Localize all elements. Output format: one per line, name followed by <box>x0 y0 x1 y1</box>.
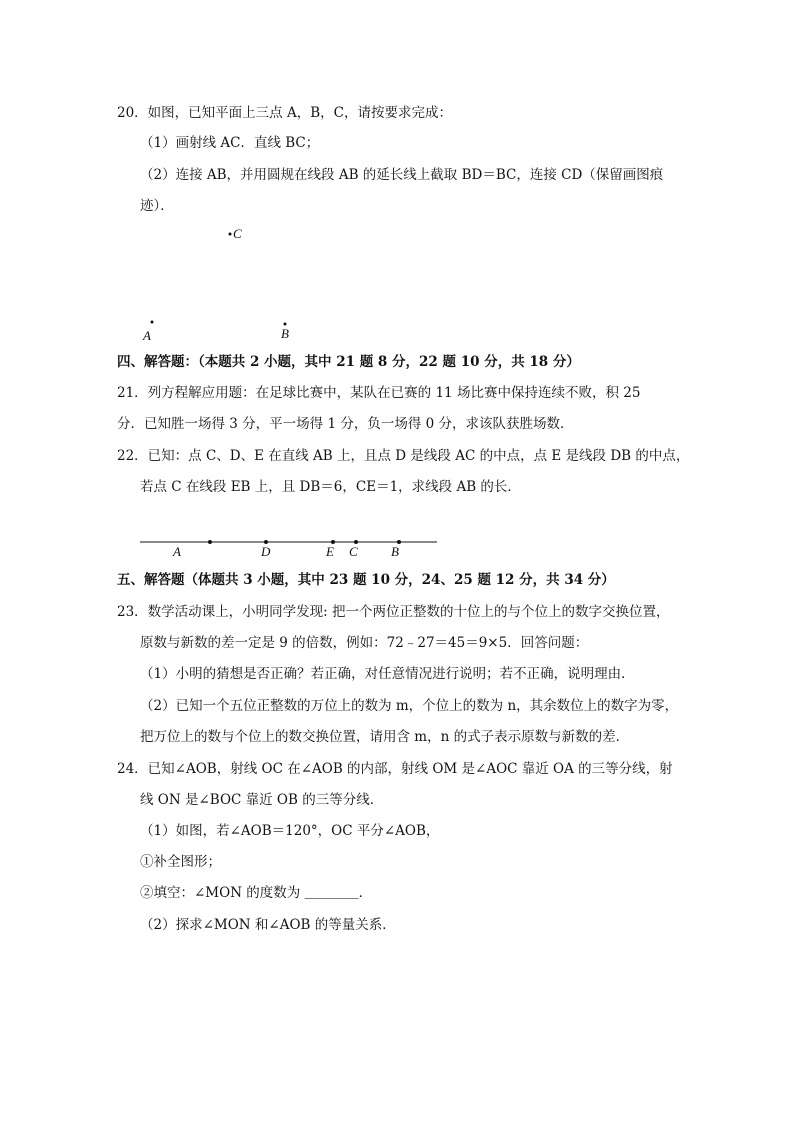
q21-line2: 分．已知胜一场得 3 分，平一场得 1 分，负一场得 0 分，求该队获胜场数． <box>117 416 574 432</box>
q24-part2: （2）探求∠MON 和∠AOB 的等量关系． <box>140 917 396 933</box>
point-c-label: C <box>233 226 242 241</box>
q23-part2-line2: 把万位上的数与个位上的数交换位置，请用含 m，n 的式子表示原数与新数的差． <box>140 729 630 745</box>
q23-line2: 原数与新数的差一定是 9 的倍数，例如：72﹣27＝45＝9×5．回答问题： <box>140 635 589 651</box>
q23-line1: 23．数学活动课上，小明同学发现: 把一个两位正整数的十位上的与个位上的数字交换位置， <box>117 604 670 620</box>
section-4-heading: 四、解答题：（本题共 2 小题，其中 21 题 8 分，22 题 10 分，共 18 分） <box>117 354 580 370</box>
q23-part2-line1: （2）已知一个五位正整数的万位上的数为 m，个位上的数为 n，其余数位上的数字为零， <box>140 698 679 714</box>
label-a: A <box>173 544 181 559</box>
point-a-label: A <box>143 328 151 343</box>
q20-part2-line1: （2）连接 AB，并用圆规在线段 AB 的延长线上截取 BD＝BC，连接 CD（保留画图痕 <box>140 167 664 183</box>
point-b-label: B <box>281 326 289 341</box>
label-d: D <box>261 544 271 559</box>
q24-part1: （1）如图，若∠AOB＝120°，OC 平分∠AOB， <box>140 823 440 839</box>
q24-line2: 线 ON 是∠BOC 靠近 OB 的三等分线． <box>140 792 384 808</box>
label-b: B <box>391 544 399 559</box>
q20-stem: 20．如图，已知平面上三点 A，B，C，请按要求完成： <box>117 105 452 121</box>
q23-part1: （1）小明的猜想是否正确？若正确，对任意情况进行说明；若不正确，说明理由． <box>140 666 635 682</box>
q22-line2: 若点 C 在线段 EB 上，且 DB＝6，CE＝1，求线段 AB 的长． <box>140 479 521 495</box>
q20-part1: （1）画射线 AC．直线 BC； <box>140 135 320 151</box>
q20-part2-line2: 迹）． <box>140 198 174 214</box>
q24-line1: 24．已知∠AOB，射线 OC 在∠AOB 的内部，射线 OM 是∠AOC 靠近 OA 的三等分线，射 <box>117 761 673 777</box>
q24-sub1: ①补全图形； <box>140 854 221 870</box>
q24-sub2: ②填空：∠MON 的度数为 ＿＿＿＿． <box>140 885 373 901</box>
section-5-heading: 五、解答题（体题共 3 小题，其中 23 题 10 分，24、25 题 12 分，共 34 分） <box>117 572 615 588</box>
point-a-dot <box>208 540 212 544</box>
label-e: E <box>326 544 334 559</box>
label-c: C <box>349 544 358 559</box>
q22-line1: 22．已知：点 C、D、E 在直线 AB 上，且点 D 是线段 AC 的中点，点 E 是线段 DB 的中点， <box>117 448 690 464</box>
q21-line1: 21．列方程解应用题：在足球比赛中，某队在已赛的 11 场比赛中保持连续不败，积 25 <box>117 385 641 401</box>
